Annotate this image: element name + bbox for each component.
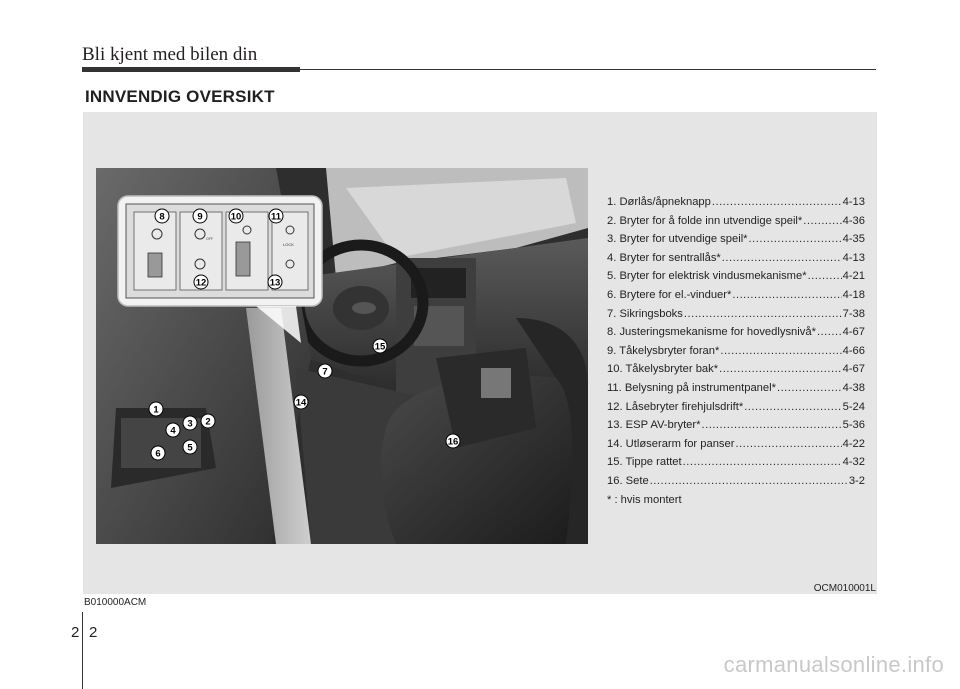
legend-item-label: 2. Bryter for å folde inn utvendige speil*	[607, 214, 803, 227]
page-chapter-number: 2	[71, 624, 80, 641]
callout-marker	[193, 209, 207, 223]
legend-item-page: 4-67	[842, 363, 865, 376]
section-code: B010000ACM	[84, 597, 147, 608]
callout-marker	[183, 416, 197, 430]
legend-item-label: 6. Brytere for el.-vinduer*	[607, 288, 732, 301]
legend-item	[607, 435, 865, 454]
switch-label-lock: LOCK	[283, 242, 294, 247]
leader-dots	[732, 286, 841, 305]
legend-item	[607, 360, 865, 379]
leader-dots	[803, 212, 841, 231]
leader-dots	[744, 398, 841, 417]
leader-dots	[735, 435, 841, 454]
legend-item	[607, 416, 865, 435]
leader-dots	[683, 453, 842, 472]
legend-item-page: 4-38	[842, 381, 865, 394]
legend-item-page: 4-22	[842, 437, 865, 450]
legend-item-label: 11. Belysning på instrumentpanel*	[607, 381, 776, 394]
legend-item-label: 14. Utløserarm for panser	[607, 437, 735, 450]
chapter-title: Bli kjent med bilen din	[82, 44, 258, 65]
callout-marker	[155, 209, 169, 223]
callout-number: 13	[269, 277, 281, 289]
callout-number: 5	[187, 442, 193, 454]
leader-dots	[720, 342, 841, 361]
legend-item-label: 13. ESP AV-bryter*	[607, 419, 701, 432]
legend-item	[607, 230, 865, 249]
legend-item-page: 5-24	[842, 400, 865, 413]
callout-number: 3	[187, 418, 193, 430]
legend-item	[607, 193, 865, 212]
legend-item	[607, 342, 865, 361]
callout-number: 2	[205, 416, 211, 428]
legend-item-label: 15. Tippe rattet	[607, 456, 682, 469]
legend-item-label: 3. Bryter for utvendige speil*	[607, 233, 748, 246]
leader-dots	[702, 416, 842, 435]
callout-number: 8	[159, 211, 165, 223]
callout-number: 7	[322, 366, 328, 378]
legend-item-label: 5. Bryter for elektrisk vindusmekanisme*	[607, 270, 807, 283]
legend-item-label: 10. Tåkelysbryter bak*	[607, 363, 719, 376]
section-title: INNVENDIG OVERSIKT	[85, 87, 275, 106]
legend-item-label: 1. Dørlås/åpneknapp	[607, 196, 711, 208]
legend-list	[607, 193, 865, 509]
callout-number: 6	[155, 448, 161, 460]
legend-item-page: 4-36	[842, 214, 865, 227]
leader-dots	[749, 230, 842, 249]
callout-number: 12	[195, 277, 207, 289]
legend-item-page: 7-38	[842, 307, 865, 320]
legend-item-page: 4-66	[842, 344, 865, 357]
page-number: 2	[89, 624, 98, 641]
header-bar	[82, 67, 300, 72]
leader-dots	[684, 305, 842, 324]
callout-number: 4	[170, 425, 176, 437]
legend-item	[607, 212, 865, 231]
legend-item	[607, 472, 865, 491]
callout-marker	[269, 209, 283, 223]
leader-dots	[650, 472, 848, 491]
callout-marker	[268, 275, 282, 289]
footer-rule	[82, 612, 83, 689]
callout-number: 15	[374, 341, 386, 353]
legend-item-page: 4-13	[842, 251, 865, 264]
callout-marker	[229, 209, 243, 223]
legend-item-page: 5-36	[842, 419, 865, 432]
legend-item	[607, 267, 865, 286]
callout-marker	[151, 446, 165, 460]
leader-dots	[808, 267, 842, 286]
leader-dots	[712, 193, 842, 212]
figure-code: OCM010001L	[813, 583, 876, 594]
callout-marker	[201, 414, 215, 428]
legend-item-page: 4-32	[842, 456, 865, 469]
callout-marker	[318, 364, 332, 378]
legend-item	[607, 305, 865, 324]
interior-photo	[96, 168, 588, 544]
legend-item-label: 7. Sikringsboks	[607, 307, 683, 320]
legend-item-page: 4-18	[842, 288, 865, 301]
leader-dots	[777, 379, 842, 398]
legend-item	[607, 286, 865, 305]
callout-number: 9	[197, 211, 203, 223]
callout-marker	[194, 275, 208, 289]
legend-item-page: 3-2	[848, 474, 865, 487]
callout-number: 14	[295, 397, 307, 409]
leader-dots	[817, 323, 842, 342]
legend-item-page: 4-21	[842, 270, 865, 283]
legend-item-label: 8. Justeringsmekanisme for hovedlysnivå*	[607, 326, 816, 339]
callout-marker	[183, 440, 197, 454]
leader-dots	[722, 249, 842, 268]
leader-dots	[719, 360, 841, 379]
legend-note: * : hvis montert	[607, 493, 682, 506]
callout-number: 16	[447, 436, 459, 448]
watermark: carmanualsonline.info	[723, 652, 944, 677]
legend-item-page: 4-67	[842, 326, 865, 339]
legend-item	[607, 379, 865, 398]
legend-item-label: 16. Sete	[607, 474, 649, 487]
legend-item-label: 12. Låsebryter firehjulsdrift*	[607, 400, 744, 413]
callout-marker	[373, 339, 387, 353]
legend-item-page: 4-13	[842, 196, 865, 208]
header-rule	[300, 69, 876, 70]
callout-marker	[149, 402, 163, 416]
callout-number: 10	[230, 211, 242, 223]
callout-number: 1	[153, 404, 159, 416]
legend-item	[607, 453, 865, 472]
legend-item	[607, 323, 865, 342]
legend-item	[607, 398, 865, 417]
legend-item	[607, 249, 865, 268]
callout-marker	[166, 423, 180, 437]
callout-marker	[294, 395, 308, 409]
switch-label-off: OFF	[206, 237, 213, 241]
legend-item-label: 9. Tåkelysbryter foran*	[607, 344, 720, 357]
callout-marker	[446, 434, 460, 448]
legend-item-label: 4. Bryter for sentrallås*	[607, 251, 721, 264]
legend-item-page: 4-35	[842, 233, 865, 246]
callout-number: 11	[270, 211, 282, 223]
